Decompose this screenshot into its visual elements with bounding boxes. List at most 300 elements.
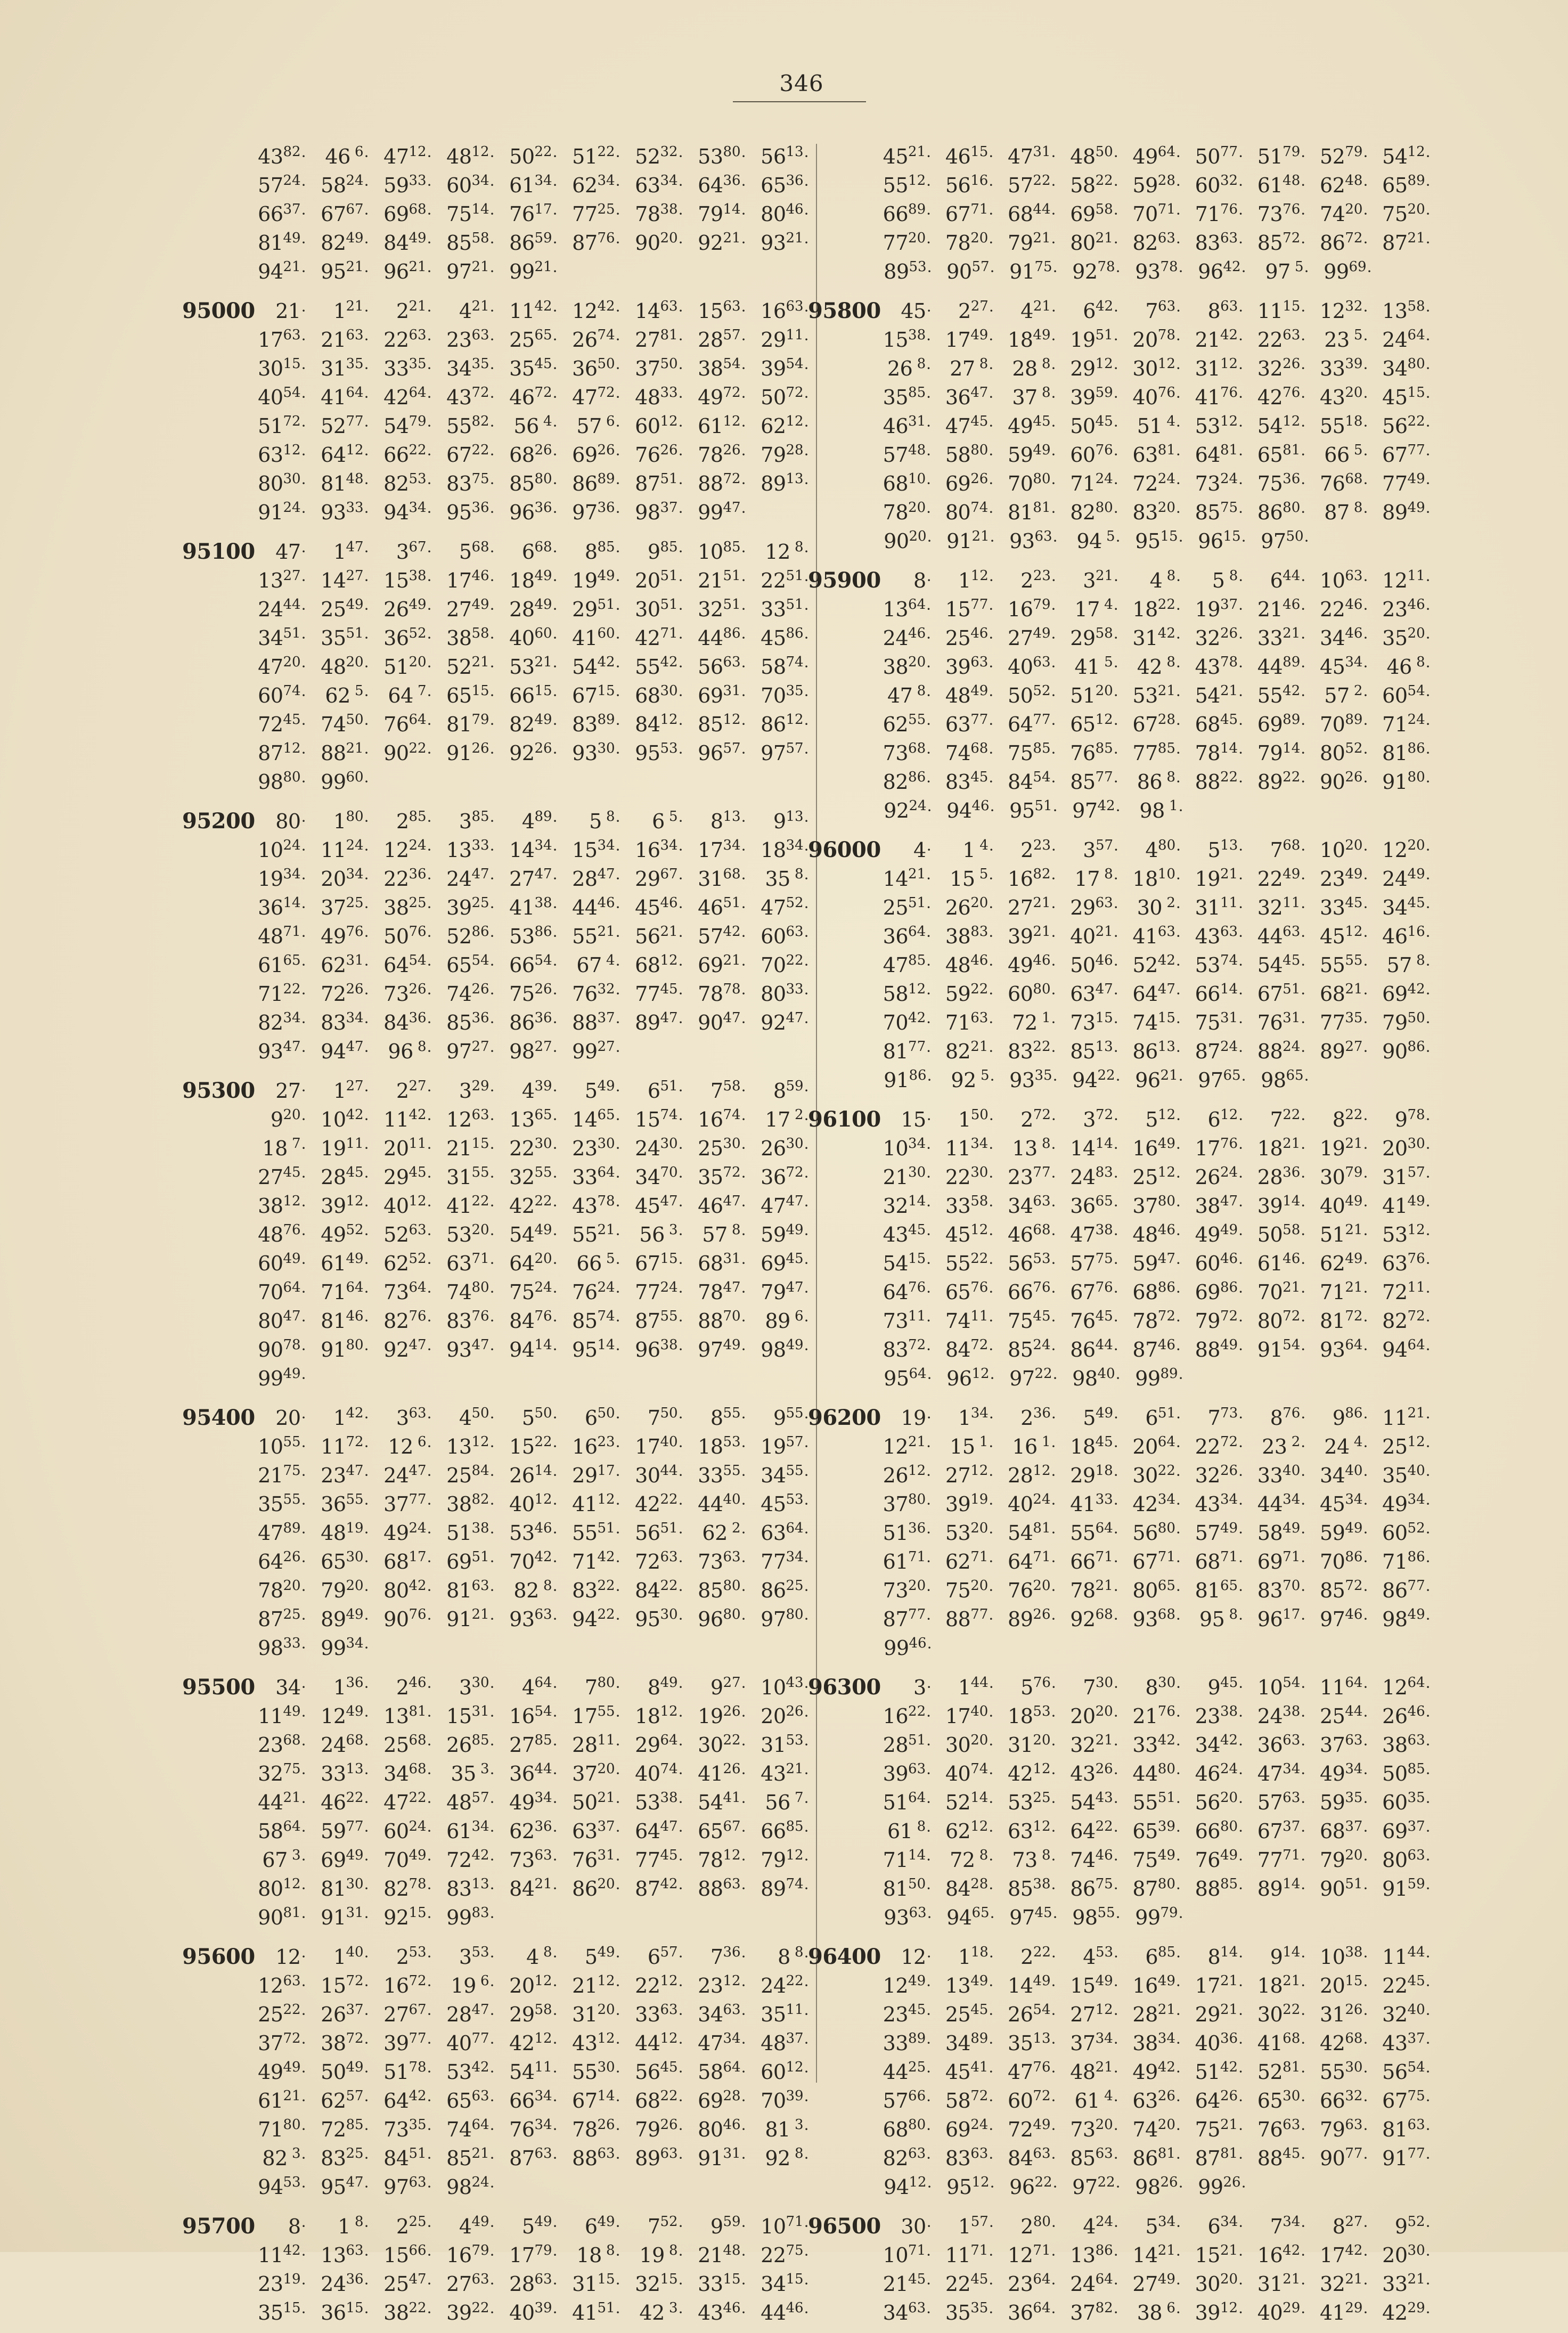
table-cell: $60^{74}\cdot$: [258, 683, 306, 707]
table-cell: 134·: [958, 1405, 994, 1430]
table-cell: 736·: [710, 1944, 746, 1969]
table-cell: $60^{12}\cdot$: [635, 413, 683, 438]
table-cell: 8914·: [1257, 1876, 1305, 1900]
table-cell: 3720·: [572, 1761, 620, 1785]
table-cell: 3221·: [1070, 1732, 1118, 1757]
table-cell: 6886·: [1132, 1279, 1181, 1304]
table-cell: 8513·: [1070, 1039, 1118, 1063]
table-cell: 5654·: [1382, 2059, 1431, 2084]
table-cell: 978·: [1394, 1107, 1430, 1131]
table-cell: 2863·: [509, 2271, 557, 2296]
table-row: [818, 2236, 1430, 2265]
table-cell: 3463·: [1008, 1193, 1056, 1218]
table-cell: 9621·: [1135, 1067, 1183, 1092]
table-cell: 2624·: [1195, 1164, 1243, 1189]
table-cell: $3^{67}\cdot$: [396, 539, 431, 564]
table-cell: 8863·: [698, 1876, 746, 1900]
table-cell: 8263·: [883, 2146, 931, 2170]
table-cell: 3355·: [698, 1463, 746, 1487]
table-cell: 3142·: [1132, 625, 1181, 650]
table-cell: 3882·: [446, 1491, 494, 1516]
table-cell: 5076·: [383, 924, 431, 948]
block-key: 96200: [808, 1405, 881, 1430]
table-cell: 4446·: [761, 2300, 808, 2324]
table-cell: $14^{27}\cdot$: [321, 568, 369, 592]
table-cell: 4363·: [1195, 924, 1243, 948]
table-cell: $12^{42}\cdot$: [572, 298, 620, 323]
table-cell: $86^{12}\cdot$: [761, 712, 808, 736]
table-cell: 2422·: [761, 1973, 808, 1997]
table-cell: 6949·: [321, 1847, 369, 1872]
block-key: 95400: [182, 1405, 255, 1430]
table-cell: 2964·: [635, 1732, 683, 1757]
table-row: [818, 436, 1431, 467]
table-cell: 3·: [913, 1676, 932, 1699]
table-cell: 9159·: [1382, 1876, 1431, 1900]
table-cell: 24 4·: [1324, 1434, 1368, 1458]
table-cell: 1810·: [1132, 866, 1181, 891]
table-cell: 6032·: [1195, 173, 1243, 197]
table-cell: 2620·: [945, 895, 993, 919]
table-cell: 813·: [710, 809, 746, 833]
table-cell: 8680·: [1257, 500, 1305, 524]
table-cell: 5645·: [635, 2059, 683, 2084]
table-cell: 2015·: [1319, 1973, 1368, 1997]
table-cell: 5412·: [1257, 413, 1305, 438]
table-cell: 6563·: [446, 2088, 494, 2112]
table-cell: 6880·: [883, 2117, 931, 2141]
table-cell: 6231·: [321, 952, 369, 977]
table-cell: 4077·: [446, 2030, 494, 2055]
table-cell: 752·: [647, 2214, 683, 2238]
table-cell: $39^{54}\cdot$: [761, 356, 808, 380]
table-cell: $36^{52}\cdot$: [383, 625, 431, 650]
table-cell: 1649·: [1132, 1136, 1181, 1160]
table-cell: 4463·: [1257, 924, 1305, 948]
table-cell: 5977·: [321, 1818, 369, 1843]
table-row: [192, 378, 810, 407]
table-cell: $93^{33}\cdot$: [321, 500, 369, 524]
table-cell: 2130·: [883, 1164, 931, 1189]
table-row: [818, 2139, 1430, 2168]
table-cell: 8320·: [1132, 500, 1181, 524]
table-cell: $99^{60}\cdot$: [321, 769, 369, 794]
table-cell: 4850·: [1070, 144, 1118, 168]
table-cell: 6989·: [1257, 712, 1305, 736]
table-cell: 3445·: [1382, 895, 1431, 919]
table-cell: 7820·: [258, 1578, 306, 1602]
table-cell: 3513·: [1008, 2030, 1056, 2055]
table-cell: $99^{47}\cdot$: [698, 500, 746, 524]
table-cell: $37^{50}\cdot$: [635, 356, 683, 380]
table-cell: $81^{79}\cdot$: [446, 712, 494, 736]
table-row: [818, 321, 1431, 352]
table-cell: 5312·: [1195, 413, 1243, 438]
table-cell: 9622·: [1009, 2174, 1057, 2199]
table-cell: 449·: [459, 2214, 494, 2238]
table-cell: 7526·: [509, 981, 557, 1006]
table-cell: 5421·: [1195, 683, 1243, 707]
table-cell: 3925·: [446, 895, 494, 919]
table-cell: $65^{15}\cdot$: [446, 683, 494, 707]
table-cell: 8047·: [258, 1308, 306, 1333]
table-cell: 7163·: [945, 1010, 993, 1034]
table-cell: 3585·: [883, 385, 931, 409]
table-cell: 2712·: [1070, 2002, 1118, 2026]
table-cell: 480·: [1145, 837, 1181, 862]
table-cell: 4334·: [1195, 1491, 1243, 1516]
left-column: [182, 137, 810, 2333]
table-cell: 5411·: [509, 2059, 557, 2084]
table-row: [192, 1543, 810, 1571]
table-cell: $46^{72}\cdot$: [509, 385, 557, 409]
table-cell: 3315·: [698, 2271, 746, 2296]
table-cell: 9465·: [946, 1905, 994, 1929]
table-cell: 2468·: [321, 1732, 369, 1757]
table-cell: 8052·: [1319, 740, 1368, 765]
table-cell: 9186·: [884, 1067, 932, 1092]
table-cell: 2142·: [1195, 327, 1243, 352]
table-cell: 2811·: [572, 1732, 620, 1757]
table-cell: 1232·: [1320, 298, 1368, 323]
table-cell: 8563·: [1070, 2146, 1118, 2170]
table-cell: 9615·: [1198, 528, 1246, 553]
table-cell: 47·: [275, 540, 306, 564]
table-block: [182, 1938, 810, 2199]
table-row: [192, 705, 810, 734]
table-cell: 1055·: [258, 1434, 306, 1458]
table-row: [192, 888, 810, 917]
table-cell: $54^{42}\cdot$: [572, 654, 620, 679]
table-cell: 6312·: [1008, 1818, 1056, 1843]
table-cell: 9121·: [446, 1606, 494, 1631]
table-cell: 45·: [901, 299, 932, 323]
table-cell: $66^{37}\cdot$: [258, 201, 306, 226]
table-row: [818, 2294, 1430, 2322]
table-cell: 1042·: [321, 1107, 369, 1131]
table-cell: 6614·: [1195, 981, 1243, 1006]
table-cell: $57^{24}\cdot$: [258, 173, 306, 197]
table-cell: $30^{51}\cdot$: [635, 597, 683, 621]
table-row: [818, 1600, 1430, 1629]
table-cell: 7649·: [1195, 1847, 1243, 1872]
table-cell: 9742·: [1072, 798, 1120, 822]
table-cell: 7464·: [446, 2117, 494, 2141]
table-cell: 2030·: [1382, 2242, 1431, 2267]
table-cell: 8575·: [1195, 500, 1243, 524]
table-cell: 3120·: [1008, 1732, 1056, 1757]
table-cell: 9530·: [635, 1606, 683, 1631]
table-cell: 8072·: [1257, 1308, 1305, 1333]
table-cell: 5449·: [509, 1222, 557, 1246]
table-cell: 3313·: [321, 1761, 369, 1785]
table-cell: 30·: [901, 2215, 932, 2238]
table-cell: 4021·: [1070, 924, 1118, 948]
table-row: [818, 2082, 1430, 2110]
table-cell: 2847·: [572, 866, 620, 891]
table-cell: 2349·: [1319, 866, 1368, 891]
table-cell: 8·: [913, 569, 932, 592]
table-cell: 8463·: [1008, 2146, 1056, 2170]
table-cell: 4129·: [1319, 2300, 1368, 2324]
table-cell: 8777·: [883, 1606, 931, 1631]
table-cell: 9368·: [1132, 1606, 1181, 1631]
table-row: [192, 1783, 810, 1812]
table-cell: 642·: [1083, 298, 1118, 323]
table-row: [192, 590, 810, 619]
table-row: [192, 1600, 810, 1629]
table-cell: 8074·: [945, 500, 993, 524]
table-cell: 1071·: [883, 2242, 931, 2267]
table-cell: 8221·: [945, 1039, 993, 1063]
table-cell: $9^{85}\cdot$: [647, 539, 683, 564]
table-cell: 7124·: [1070, 471, 1118, 495]
table-cell: 1937·: [1195, 597, 1243, 621]
table-cell: 9824·: [446, 2174, 494, 2199]
table-cell: 534·: [1145, 2214, 1181, 2238]
table-cell: 7042·: [883, 1010, 931, 1034]
table-cell: 2011·: [383, 1136, 431, 1160]
table-cell: 6447·: [1132, 981, 1181, 1006]
table-cell: 1421·: [883, 866, 931, 891]
table-cell: 9081·: [258, 1905, 306, 1929]
table-cell: 35 8·: [765, 866, 808, 891]
table-cell: 7042·: [509, 1549, 557, 1573]
table-cell: $2^{85}\cdot$: [396, 809, 431, 833]
table-cell: 363·: [396, 1405, 431, 1430]
table-cell: $4^{89}\cdot$: [521, 809, 557, 833]
table-cell: 4212·: [509, 2030, 557, 2055]
table-cell: 9078·: [258, 1337, 306, 1361]
table-cell: $38^{58}\cdot$: [446, 625, 494, 650]
table-row: [192, 648, 810, 679]
table-cell: 7814·: [1195, 740, 1243, 765]
table-row: [818, 1514, 1430, 1543]
table-cell: 5812·: [883, 981, 931, 1006]
table-cell: 8849·: [1195, 1337, 1243, 1361]
table-cell: 5775·: [1070, 1251, 1118, 1275]
table-cell: 8421·: [509, 1876, 557, 1900]
table-cell: $88^{21}\cdot$: [321, 740, 369, 765]
table-cell: 2012·: [509, 1973, 557, 1997]
table-row: [192, 1100, 810, 1129]
table-cell: 4222·: [635, 1491, 683, 1516]
table-cell: 81 3·: [765, 2117, 808, 2141]
table-cell: 8·: [288, 2215, 306, 2238]
table-cell: 5320·: [446, 1222, 494, 1246]
table-cell: 3446·: [1319, 625, 1368, 650]
table-cell: 750·: [647, 1405, 683, 1430]
table-cell: 1682·: [1008, 866, 1056, 891]
table-cell: 634·: [1207, 2214, 1243, 2238]
table-row: [192, 1456, 810, 1485]
table-cell: 4821·: [1070, 2059, 1118, 2084]
table-cell: $42^{71}\cdot$: [635, 625, 683, 650]
table-cell: 9363·: [884, 1905, 932, 1929]
table-row: [818, 1004, 1430, 1032]
table-cell: 353·: [459, 1944, 494, 1969]
table-cell: 1142·: [258, 2242, 306, 2267]
table-cell: 1574·: [635, 1107, 683, 1131]
table-cell: 3342·: [1132, 1732, 1181, 1757]
table-cell: 8130·: [321, 1876, 369, 1900]
table-cell: $62^{34}\cdot$: [572, 173, 620, 197]
table-row: [818, 1456, 1430, 1485]
table-cell: 3226·: [1195, 1463, 1243, 1487]
table-cell: 86 8·: [1137, 769, 1181, 794]
table-cell: 8428·: [945, 1876, 993, 1900]
table-cell: 46 $^6$·: [325, 144, 369, 168]
table-cell: 5748·: [883, 442, 931, 467]
table-cell: 6567·: [698, 1818, 746, 1843]
table-cell: 6454·: [383, 952, 431, 977]
table-cell: 6426·: [1195, 2088, 1243, 2112]
table-row: [808, 292, 1430, 323]
table-cell: 827·: [1332, 2214, 1368, 2238]
table-cell: 6775·: [1382, 2088, 1431, 2112]
table-cell: 8870·: [698, 1308, 746, 1333]
table-cell: 814·: [1207, 1944, 1243, 1969]
table-cell: $51^{72}\cdot$: [258, 413, 306, 438]
table-cell: 8947·: [635, 1010, 683, 1034]
table-cell: 57 $^6$·: [576, 413, 620, 438]
right-column: [808, 137, 1431, 2333]
table-cell: 4846·: [1132, 1222, 1181, 1246]
table-block: [182, 533, 810, 794]
table-cell: $47^{72}\cdot$: [572, 385, 620, 409]
table-cell: 8165·: [1195, 1578, 1243, 1602]
table-cell: 6337·: [572, 1818, 620, 1843]
table-cell: 8837·: [572, 1010, 620, 1034]
table-cell: 8172·: [1319, 1308, 1368, 1333]
table-cell: 9076·: [383, 1606, 431, 1631]
table-cell: 5346·: [509, 1520, 557, 1545]
table-cell: 6714·: [572, 2088, 620, 2112]
table-cell: $69^{26}\cdot$: [572, 442, 620, 467]
table-cell: 4946·: [1008, 952, 1056, 977]
table-cell: 464·: [521, 1675, 557, 1699]
table-cell: 4312·: [572, 2030, 620, 2055]
table-cell: 914·: [1270, 1944, 1305, 1969]
table-cell: 2146·: [1257, 597, 1305, 621]
table-cell: 28 8·: [1012, 356, 1056, 380]
table-row: [192, 2265, 810, 2294]
table-cell: 27·: [275, 1079, 306, 1103]
table-cell: 7847·: [698, 1279, 746, 1304]
table-cell: 550·: [521, 1405, 557, 1430]
table-cell: 6654·: [509, 952, 557, 977]
table-cell: 5320·: [945, 1520, 993, 1545]
table-cell: 2346·: [1382, 597, 1431, 621]
table-cell: 6447·: [635, 1818, 683, 1843]
table-cell: 7324·: [1195, 471, 1243, 495]
table-cell: $80^{46}\cdot$: [761, 201, 808, 226]
table-cell: 4434·: [1257, 1491, 1305, 1516]
table-cell: 7735·: [1319, 1010, 1368, 1034]
table-cell: $92^{26}\cdot$: [509, 740, 557, 765]
table-cell: 2512·: [1132, 1164, 1181, 1189]
table-cell: 2464·: [1070, 2271, 1118, 2296]
table-cell: 758·: [710, 1078, 746, 1103]
table-cell: 8436·: [383, 1010, 431, 1034]
table-cell: 2551·: [883, 895, 931, 919]
table-cell: 1812·: [635, 1703, 683, 1728]
table-cell: $29^{11}\cdot$: [761, 327, 808, 352]
table-cell: 650·: [584, 1405, 620, 1430]
table-row: [818, 1841, 1430, 1870]
table-cell: $56^{63}\cdot$: [698, 654, 746, 679]
table-cell: 5058·: [1257, 1222, 1305, 1246]
table-cell: 18 8·: [576, 2242, 620, 2267]
table-row: [192, 1158, 810, 1187]
table-cell: 5242·: [1132, 952, 1181, 977]
table-cell: 6728·: [1132, 712, 1181, 736]
table-cell: 6951·: [446, 1549, 494, 1573]
table-cell: 1845·: [1070, 1434, 1118, 1458]
table-cell: 8012·: [258, 1876, 306, 1900]
table-cell: $82^{49}\cdot$: [321, 230, 369, 255]
table-cell: 3275·: [258, 1761, 306, 1785]
table-cell: 2030·: [1382, 1136, 1431, 1160]
table-row: [818, 1485, 1430, 1514]
table-row: [192, 946, 810, 975]
table-row: [818, 2110, 1430, 2139]
table-cell: 61 8·: [887, 1818, 931, 1843]
table-cell: 1115·: [1257, 298, 1305, 323]
table-cell: 5312·: [1382, 1222, 1431, 1246]
table-cell: 913·: [773, 809, 808, 833]
table-cell: 4074·: [945, 1761, 993, 1785]
table-cell: 6945·: [761, 1251, 808, 1275]
table-cell: 7426·: [446, 981, 494, 1006]
table-cell: 5766·: [883, 2088, 931, 2112]
table-cell: 7536·: [1257, 471, 1305, 495]
table-cell: 5338·: [635, 1790, 683, 1814]
table-cell: $19^{49}\cdot$: [572, 568, 620, 592]
table-cell: 4036·: [1195, 2030, 1243, 2055]
table-cell: 9247·: [383, 1337, 431, 1361]
table-cell: 7064·: [258, 1279, 306, 1304]
table-cell: 1538·: [883, 327, 931, 352]
table-cell: 6777·: [1382, 442, 1431, 467]
table-cell: 2368·: [258, 1732, 306, 1757]
table-cell: 1776·: [1195, 1136, 1243, 1160]
table-cell: $54^{79}\cdot$: [383, 413, 431, 438]
table-block: [182, 2207, 810, 2324]
table-cell: 685·: [1145, 1944, 1181, 1969]
table-cell: 1622·: [883, 1703, 931, 1728]
table-cell: 3463·: [883, 2300, 931, 2324]
table-cell: 3153·: [761, 1732, 808, 1757]
table-cell: 6831·: [698, 1251, 746, 1275]
table-row: [192, 1967, 810, 1995]
table-cell: 5279·: [1319, 144, 1368, 168]
table-cell: $81^{49}\cdot$: [258, 230, 306, 255]
table-cell: 2275·: [761, 2242, 808, 2267]
table-cell: 6072·: [1008, 2088, 1056, 2112]
table-cell: 2767·: [383, 2002, 431, 2026]
table-cell: 5286·: [446, 924, 494, 948]
table-cell: 3664·: [1008, 2300, 1056, 2324]
table-cell: 3822·: [383, 2300, 431, 2324]
table-cell: 1 8·: [338, 2214, 369, 2238]
table-cell: 1531·: [446, 1703, 494, 1728]
table-cell: 5530·: [1319, 2059, 1368, 2084]
table-cell: 6971·: [1257, 1549, 1305, 1573]
table-cell: 4734·: [1257, 1761, 1305, 1785]
table-cell: 4076·: [1132, 385, 1181, 409]
table-cell: 9722·: [1009, 1366, 1057, 1390]
